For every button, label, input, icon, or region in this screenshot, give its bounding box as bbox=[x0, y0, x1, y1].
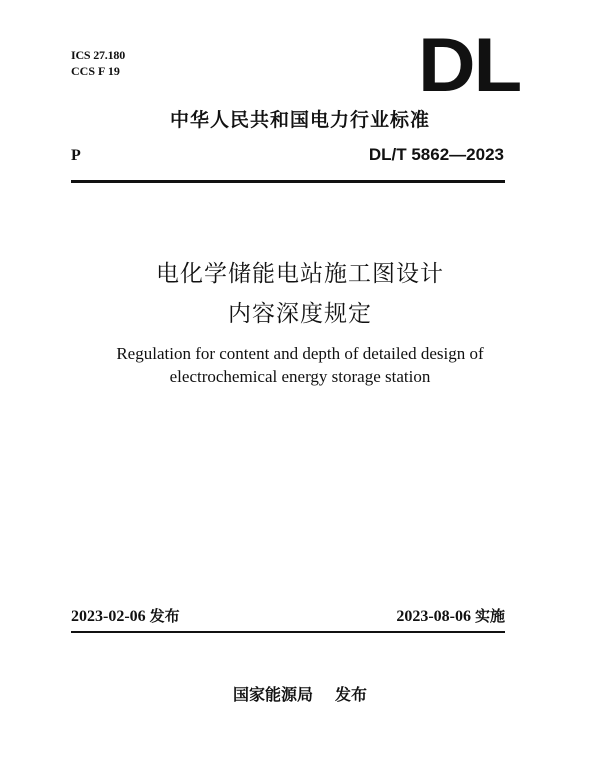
title-chinese-line-1: 电化学储能电站施工图设计 bbox=[156, 261, 444, 287]
title-english-line-1: Regulation for content and depth of detailed design of bbox=[116, 344, 484, 363]
implement-date-block bbox=[396, 605, 505, 628]
bottom-divider bbox=[71, 631, 505, 633]
issue-label: 发布 bbox=[149, 607, 180, 625]
issuer-block bbox=[0, 684, 600, 706]
implement-label: 实施 bbox=[474, 607, 505, 625]
issuer-name: 国家能源局 bbox=[232, 685, 313, 704]
issuer-action: 发布 bbox=[335, 685, 368, 704]
issue-date-block bbox=[71, 605, 180, 628]
ccs-code: CCS F 19 bbox=[71, 64, 120, 78]
ics-code: ICS 27.180 bbox=[71, 48, 126, 62]
title-english-line-2: electrochemical energy storage station bbox=[169, 367, 431, 386]
top-divider bbox=[71, 180, 505, 183]
issue-date: 2023-02-06 bbox=[71, 608, 146, 625]
title-english bbox=[0, 342, 600, 388]
classification-code: P bbox=[71, 147, 81, 164]
title-chinese-line-2: 内容深度规定 bbox=[228, 301, 372, 327]
dl-logo: DL bbox=[418, 23, 521, 108]
title-chinese bbox=[0, 254, 600, 334]
standard-type: 中华人民共和国电力行业标准 bbox=[169, 109, 430, 131]
implement-date: 2023-08-06 bbox=[396, 608, 471, 625]
standard-number: DL/T 5862—2023 bbox=[368, 145, 504, 164]
